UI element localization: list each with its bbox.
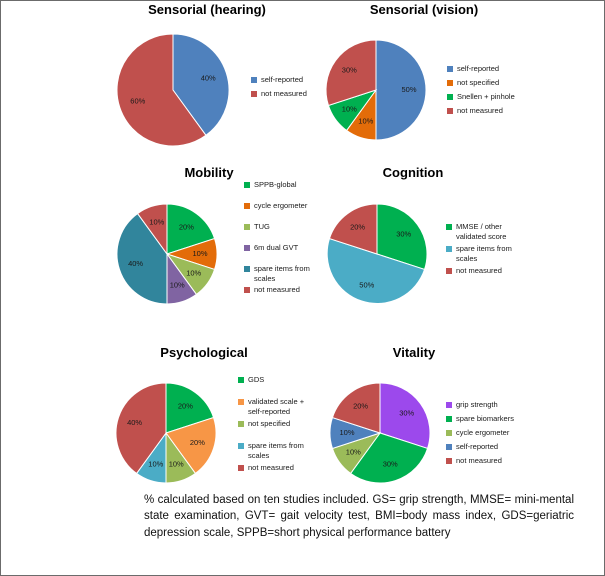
legend-swatch [447, 108, 453, 114]
data-label: 50% [359, 280, 375, 290]
legend-label: TUG [254, 221, 270, 231]
data-label: 10% [341, 104, 357, 114]
legend-swatch [447, 80, 453, 86]
data-label: 10% [358, 116, 374, 126]
data-label: 10% [149, 217, 165, 227]
data-label: 10% [169, 280, 185, 290]
data-label: 40% [128, 259, 144, 269]
legend-label: not specified [457, 77, 500, 87]
legend-swatch [446, 444, 452, 450]
legend-swatch [238, 377, 244, 383]
legend-swatch [244, 224, 250, 230]
legend-swatch [446, 402, 452, 408]
data-label: 20% [177, 401, 193, 411]
chart-title: Psychological [160, 345, 248, 360]
data-label: 40% [127, 417, 143, 427]
pie-chart-vitality [330, 345, 514, 483]
data-label: 10% [345, 447, 361, 457]
legend-label: not measured [248, 462, 294, 472]
pie-chart-cognition [327, 165, 512, 303]
legend-label: not measured [457, 105, 503, 115]
legend-swatch [244, 245, 250, 251]
legend-swatch [446, 416, 452, 422]
legend-label: validated scale + self-reported [248, 396, 305, 416]
legend-label: grip strength [456, 399, 498, 409]
legend-swatch [244, 182, 250, 188]
data-label: 10% [148, 459, 164, 469]
legend-swatch [446, 246, 452, 252]
legend-label: self-reported [457, 63, 500, 73]
data-label: 10% [339, 427, 355, 437]
legend-label: not specified [248, 418, 291, 428]
legend-label: spare items from scales [254, 263, 310, 283]
legend-label: SPPB-global [254, 179, 297, 189]
data-label: 30% [396, 229, 412, 239]
legend-label: self-reported [456, 441, 499, 451]
legend-label: spare items from scales [456, 243, 512, 263]
legend-swatch [244, 266, 250, 272]
data-label: 50% [401, 84, 417, 94]
legend-label: not measured [261, 88, 307, 98]
data-label: 10% [168, 459, 184, 469]
legend-label: self-reported [261, 74, 304, 84]
legend-label: not measured [254, 284, 300, 294]
legend-swatch [446, 268, 452, 274]
data-label: 30% [341, 65, 357, 75]
legend-label: cycle ergometer [254, 200, 308, 210]
legend-label: Snellen + pinhole [457, 91, 515, 101]
legend-swatch [238, 465, 244, 471]
chart-title: Cognition [382, 165, 444, 180]
legend-label: cycle ergometer [456, 427, 510, 437]
data-label: 10% [186, 268, 202, 278]
legend-swatch [238, 421, 244, 427]
legend-swatch [251, 77, 257, 83]
data-label: 60% [130, 96, 146, 106]
legend-swatch [244, 287, 250, 293]
legend-swatch [447, 66, 453, 72]
legend-label: 6m dual GVT [254, 242, 299, 252]
legend-swatch [446, 458, 452, 464]
legend-label: spare biomarkers [456, 413, 514, 423]
pie-chart-mobility [117, 165, 310, 304]
data-label: 20% [178, 222, 194, 232]
legend-label: MMSE / other validated score [456, 221, 507, 241]
chart-title: Mobility [184, 165, 234, 180]
legend-swatch [446, 224, 452, 230]
legend-swatch [244, 203, 250, 209]
legend-swatch [446, 430, 452, 436]
legend-swatch [447, 94, 453, 100]
data-label: 20% [350, 222, 366, 232]
legend-label: not measured [456, 265, 502, 275]
chart-title: Sensorial (hearing) [148, 2, 266, 17]
legend-swatch [238, 399, 244, 405]
legend-label: GDS [248, 374, 265, 384]
legend-label: not measured [456, 455, 502, 465]
chart-title: Vitality [392, 345, 436, 360]
data-label: 40% [200, 73, 216, 83]
pie-chart-sensorial-hearing [117, 2, 307, 146]
legend-label: spare items from scales [248, 440, 304, 460]
legend-swatch [238, 443, 244, 449]
chart-title: Sensorial (vision) [369, 2, 479, 17]
data-label: 20% [189, 438, 205, 448]
data-label: 30% [399, 408, 415, 418]
legend-swatch [251, 91, 257, 97]
data-label: 20% [353, 401, 369, 411]
data-label: 10% [192, 248, 208, 258]
pie-chart-sensorial-vision [326, 2, 515, 140]
figure-caption: % calculated based on ten studies included. GS= grip strength, MMSE= mini-mental state examination, GVT= gait velocity test, BMI=body mass index, GDS=geriatric depression scale, SPPB=short physical performance battery [144, 494, 574, 539]
pie-chart-psychological [116, 345, 305, 483]
data-label: 30% [382, 459, 398, 469]
